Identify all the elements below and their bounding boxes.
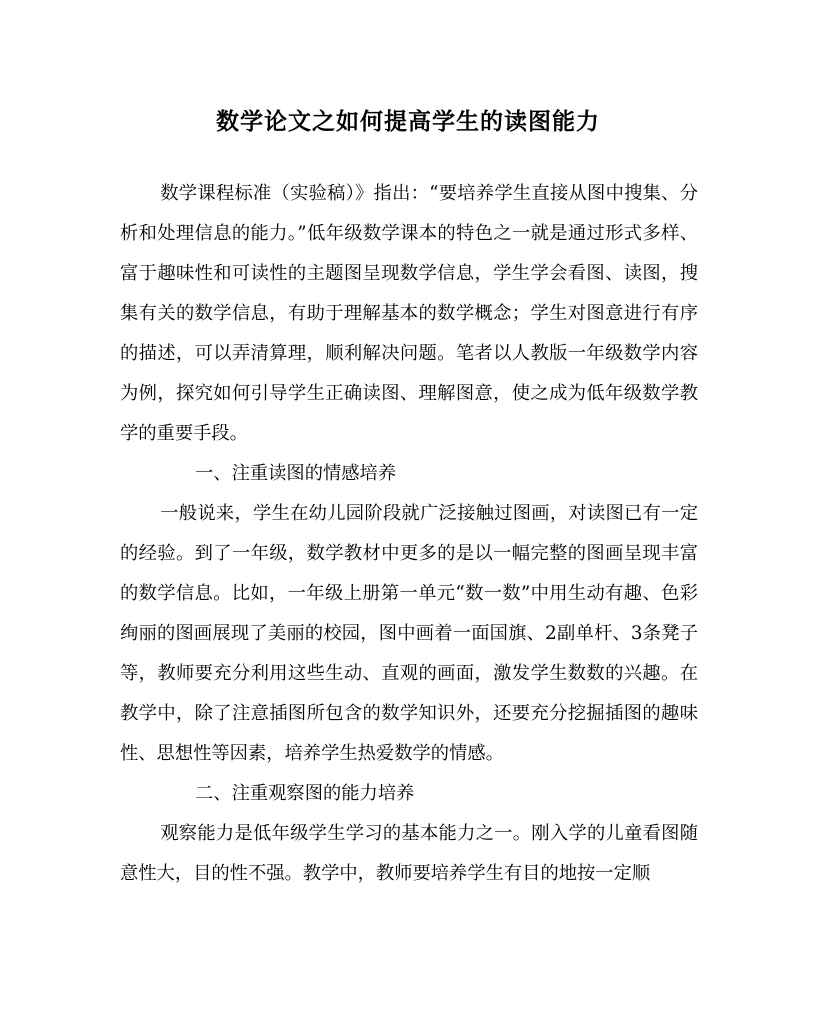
paragraph-intro: 数学课程标准（实验稿）》指出：“要培养学生直接从图中搜集、分析和处理信息的能力。”低年级数学课本的特色之一就是通过形式多样、富于趣味性和可读性的主题图呈现数学信息，学生学会看图、读图，搜集有关的数学信息，有助于理解基本的数学概念；学生对图意进行有序的描述，可以弄清算理，顺利解决问题。笔者以人教版一年级数学内容为例，探究如何引导学生正确读图、理解图意，使之成为低年级数学教学的重要手段。 — [120, 183, 698, 444]
section-heading-1: 一、注重读图的情感培养 — [195, 463, 397, 484]
paragraph-section-1: 一般说来，学生在幼儿园阶段就广泛接触过图画，对读图已有一定的经验。到了一年级，数学教材中更多的是以一幅完整的图画呈现丰富的数学信息。比如，一年级上册第一单元“数一数”中用生动有趣、色彩绚丽的图画展现了美丽的校园，图中画着一面国旗、2副单杆、3条凳子等，教师要充分利用这些生动、直观的画面，激发学生数数的兴趣。在教学中，除了注意插图所包含的数学知识外，还要充分挖掘插图的趣味性、思想性等因素，培养学生热爱数学的情感。 — [120, 503, 698, 764]
section-heading-2: 二、注重观察图的能力培养 — [195, 783, 415, 804]
document-body — [120, 174, 698, 894]
paragraph-section-2: 观察能力是低年级学生学习的基本能力之一。刚入学的儿童看图随意性大，目的性不强。教学中，教师要培养学生有目的地按一定顺 — [120, 823, 698, 884]
document-title: 数学论文之如何提高学生的读图能力 — [216, 108, 600, 135]
